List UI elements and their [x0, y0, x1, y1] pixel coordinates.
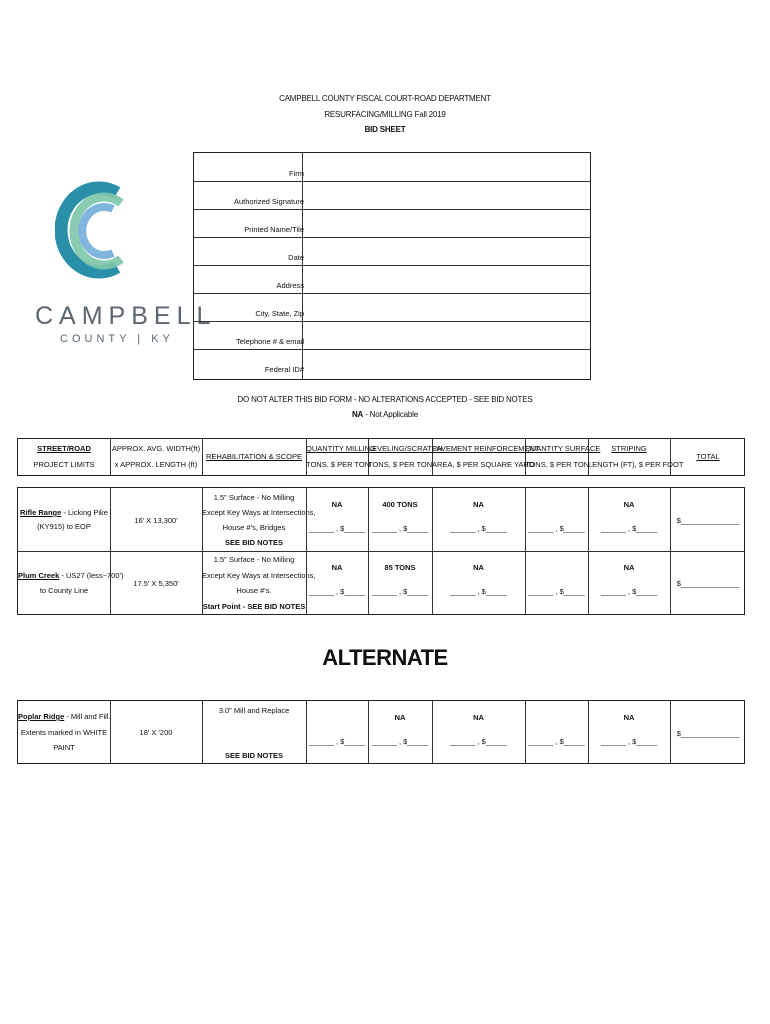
col-milling-b: TONS, $ PER TON [306, 460, 371, 469]
na-legend-text: - Not Applicable [363, 410, 418, 419]
col-width-b: x APPROX. LENGTH (ft) [114, 460, 198, 469]
scope-line: House #'s. [236, 586, 272, 595]
alt-surface-price[interactable]: ______ , $_____ [528, 737, 585, 746]
pavement-price[interactable]: ______ , $_____ [450, 587, 507, 596]
info-label: Date [288, 253, 304, 262]
alt-street-name: Poplar Ridge [18, 712, 65, 721]
col-rehab: REHABILITATION & SCOPE [206, 452, 302, 461]
col-milling-a: QUANTITY MILLING [306, 444, 376, 453]
info-row-signature[interactable] [194, 181, 590, 210]
street-limits-a: - Licking Pike [61, 508, 108, 517]
milling-price[interactable]: ______ , $_____ [308, 524, 366, 533]
row-size: 17.5' X 5,350' [133, 579, 179, 588]
col-width-a: APPROX. AVG. WIDTH(ft) [111, 444, 201, 453]
alt-milling-price[interactable]: ______ , $_____ [308, 737, 366, 746]
leveling-qty: 85 TONS [384, 563, 416, 572]
info-row-firm[interactable] [194, 153, 590, 182]
column-header-table [17, 438, 745, 476]
pavement-price[interactable]: ______ , $_____ [450, 524, 507, 533]
scope-line: 1.5" Surface - No Milling [213, 555, 295, 564]
alt-striping-price[interactable]: ______ , $_____ [600, 737, 658, 746]
leveling-qty: 400 TONS [382, 500, 418, 509]
alt-scope-note: SEE BID NOTES [225, 751, 283, 760]
street-limits-b: (KY915) to EOP [37, 522, 91, 531]
header-line-2: RESURFACING/MILLING Fall 2019 [324, 110, 446, 119]
info-label: Address [276, 281, 304, 290]
alt-leveling-qty: NA [394, 713, 406, 722]
info-label: City, State, Zip [255, 309, 304, 318]
striping-qty: NA [623, 500, 635, 509]
col-pavement-a: PAVEMENT REINFORCEMENT [432, 444, 540, 453]
logo-subtitle: COUNTY | KY [60, 333, 174, 345]
alt-pavement-qty: NA [473, 713, 484, 722]
col-surface-a: QUANTITY SURFACE [525, 444, 601, 453]
leveling-price[interactable]: ______ , $_____ [371, 587, 429, 596]
header-line-1: CAMPBELL COUNTY FISCAL COURT-ROAD DEPARTMENT [279, 94, 491, 103]
info-row-federal-id[interactable] [194, 349, 590, 377]
info-label: Federal ID# [264, 365, 304, 374]
col-leveling-b: TONS, $ PER TON [368, 460, 433, 469]
info-label: Authorized Signature [233, 197, 304, 206]
striping-price[interactable]: ______ , $_____ [600, 587, 658, 596]
col-striping-b: LENGTH (FT), $ PER FOOT [588, 460, 684, 469]
info-label: Firm [289, 169, 304, 178]
scope-line: House #'s, Bridges [222, 523, 286, 532]
row-street [18, 569, 124, 582]
col-striping-a: STRIPING [611, 444, 647, 453]
alternate-table [17, 700, 745, 764]
col-street-a: STREET/ROAD [37, 444, 91, 453]
logo-wordmark: CAMPBELL [35, 302, 217, 330]
col-pavement-b: AREA, $ PER SQUARE YARD [432, 460, 535, 469]
campbell-logo-icon [55, 175, 135, 285]
pavement-qty: NA [473, 500, 484, 509]
milling-price[interactable]: ______ , $_____ [308, 587, 366, 596]
alt-size: 18' X '200 [139, 728, 173, 737]
alt-limits-b: Extents marked in WHITE [20, 728, 108, 737]
header-line-3: BID SHEET [364, 125, 406, 134]
alternate-title: ALTERNATE [322, 645, 448, 670]
surface-price[interactable]: ______ , $_____ [528, 524, 585, 533]
alt-total[interactable]: $______________ [676, 729, 740, 738]
alt-limits-a: - Mill and Fill. [64, 712, 111, 721]
info-row-address[interactable] [194, 265, 590, 294]
pavement-qty: NA [473, 563, 484, 572]
scope-line: 1.5" Surface - No Milling [213, 493, 295, 502]
alt-street [18, 710, 110, 723]
scope-line: Except Key Ways at Intersections, [202, 571, 316, 580]
street-name: Rifle Range [20, 508, 62, 517]
info-row-printed-name[interactable] [194, 209, 590, 238]
col-surface-b: TONS, $ PER TON [525, 460, 590, 469]
bidder-info-box [193, 152, 591, 380]
info-row-city[interactable] [194, 293, 590, 322]
row-total[interactable]: $______________ [676, 516, 740, 525]
row-size: 16' X 13,300' [134, 516, 178, 525]
notice-line: DO NOT ALTER THIS BID FORM - NO ALTERATIONS ACCEPTED - SEE BID NOTES [237, 395, 533, 404]
info-label: Printed Name/Tile [244, 225, 304, 234]
street-limits-a: - US27 (less~700') [59, 571, 124, 580]
striping-qty: NA [623, 563, 635, 572]
col-leveling-a: LEVELING/SCRATCH [368, 444, 443, 453]
milling-qty: NA [331, 563, 343, 572]
col-street-b: PROJECT LIMITS [33, 460, 95, 469]
bid-table [17, 487, 745, 615]
street-limits-b: to County Line [39, 586, 89, 595]
col-total: TOTAL [696, 452, 720, 461]
scope-note: Start Point - SEE BID NOTES [202, 602, 306, 611]
street-name: Plum Creek [18, 571, 60, 580]
leveling-price[interactable]: ______ , $_____ [371, 524, 429, 533]
scope-line: Except Key Ways at Intersections, [202, 508, 316, 517]
scope-note: SEE BID NOTES [225, 538, 283, 547]
info-row-telephone[interactable] [194, 321, 590, 350]
striping-price[interactable]: ______ , $_____ [600, 524, 658, 533]
na-legend-bold: NA [351, 410, 364, 419]
alt-limits-c: PAINT [53, 743, 75, 752]
alt-striping-qty: NA [623, 713, 635, 722]
milling-qty: NA [331, 500, 343, 509]
alt-pavement-price[interactable]: ______ , $_____ [450, 737, 507, 746]
alt-leveling-price[interactable]: ______ , $_____ [371, 737, 429, 746]
info-row-date[interactable] [194, 237, 590, 266]
surface-price[interactable]: ______ , $_____ [528, 587, 585, 596]
row-street [18, 506, 110, 519]
alt-scope: 3.0" Mill and Replace [218, 706, 290, 715]
na-legend [0, 410, 770, 419]
row-total[interactable]: $______________ [676, 579, 740, 588]
info-label: Telephone # & email [236, 337, 304, 346]
